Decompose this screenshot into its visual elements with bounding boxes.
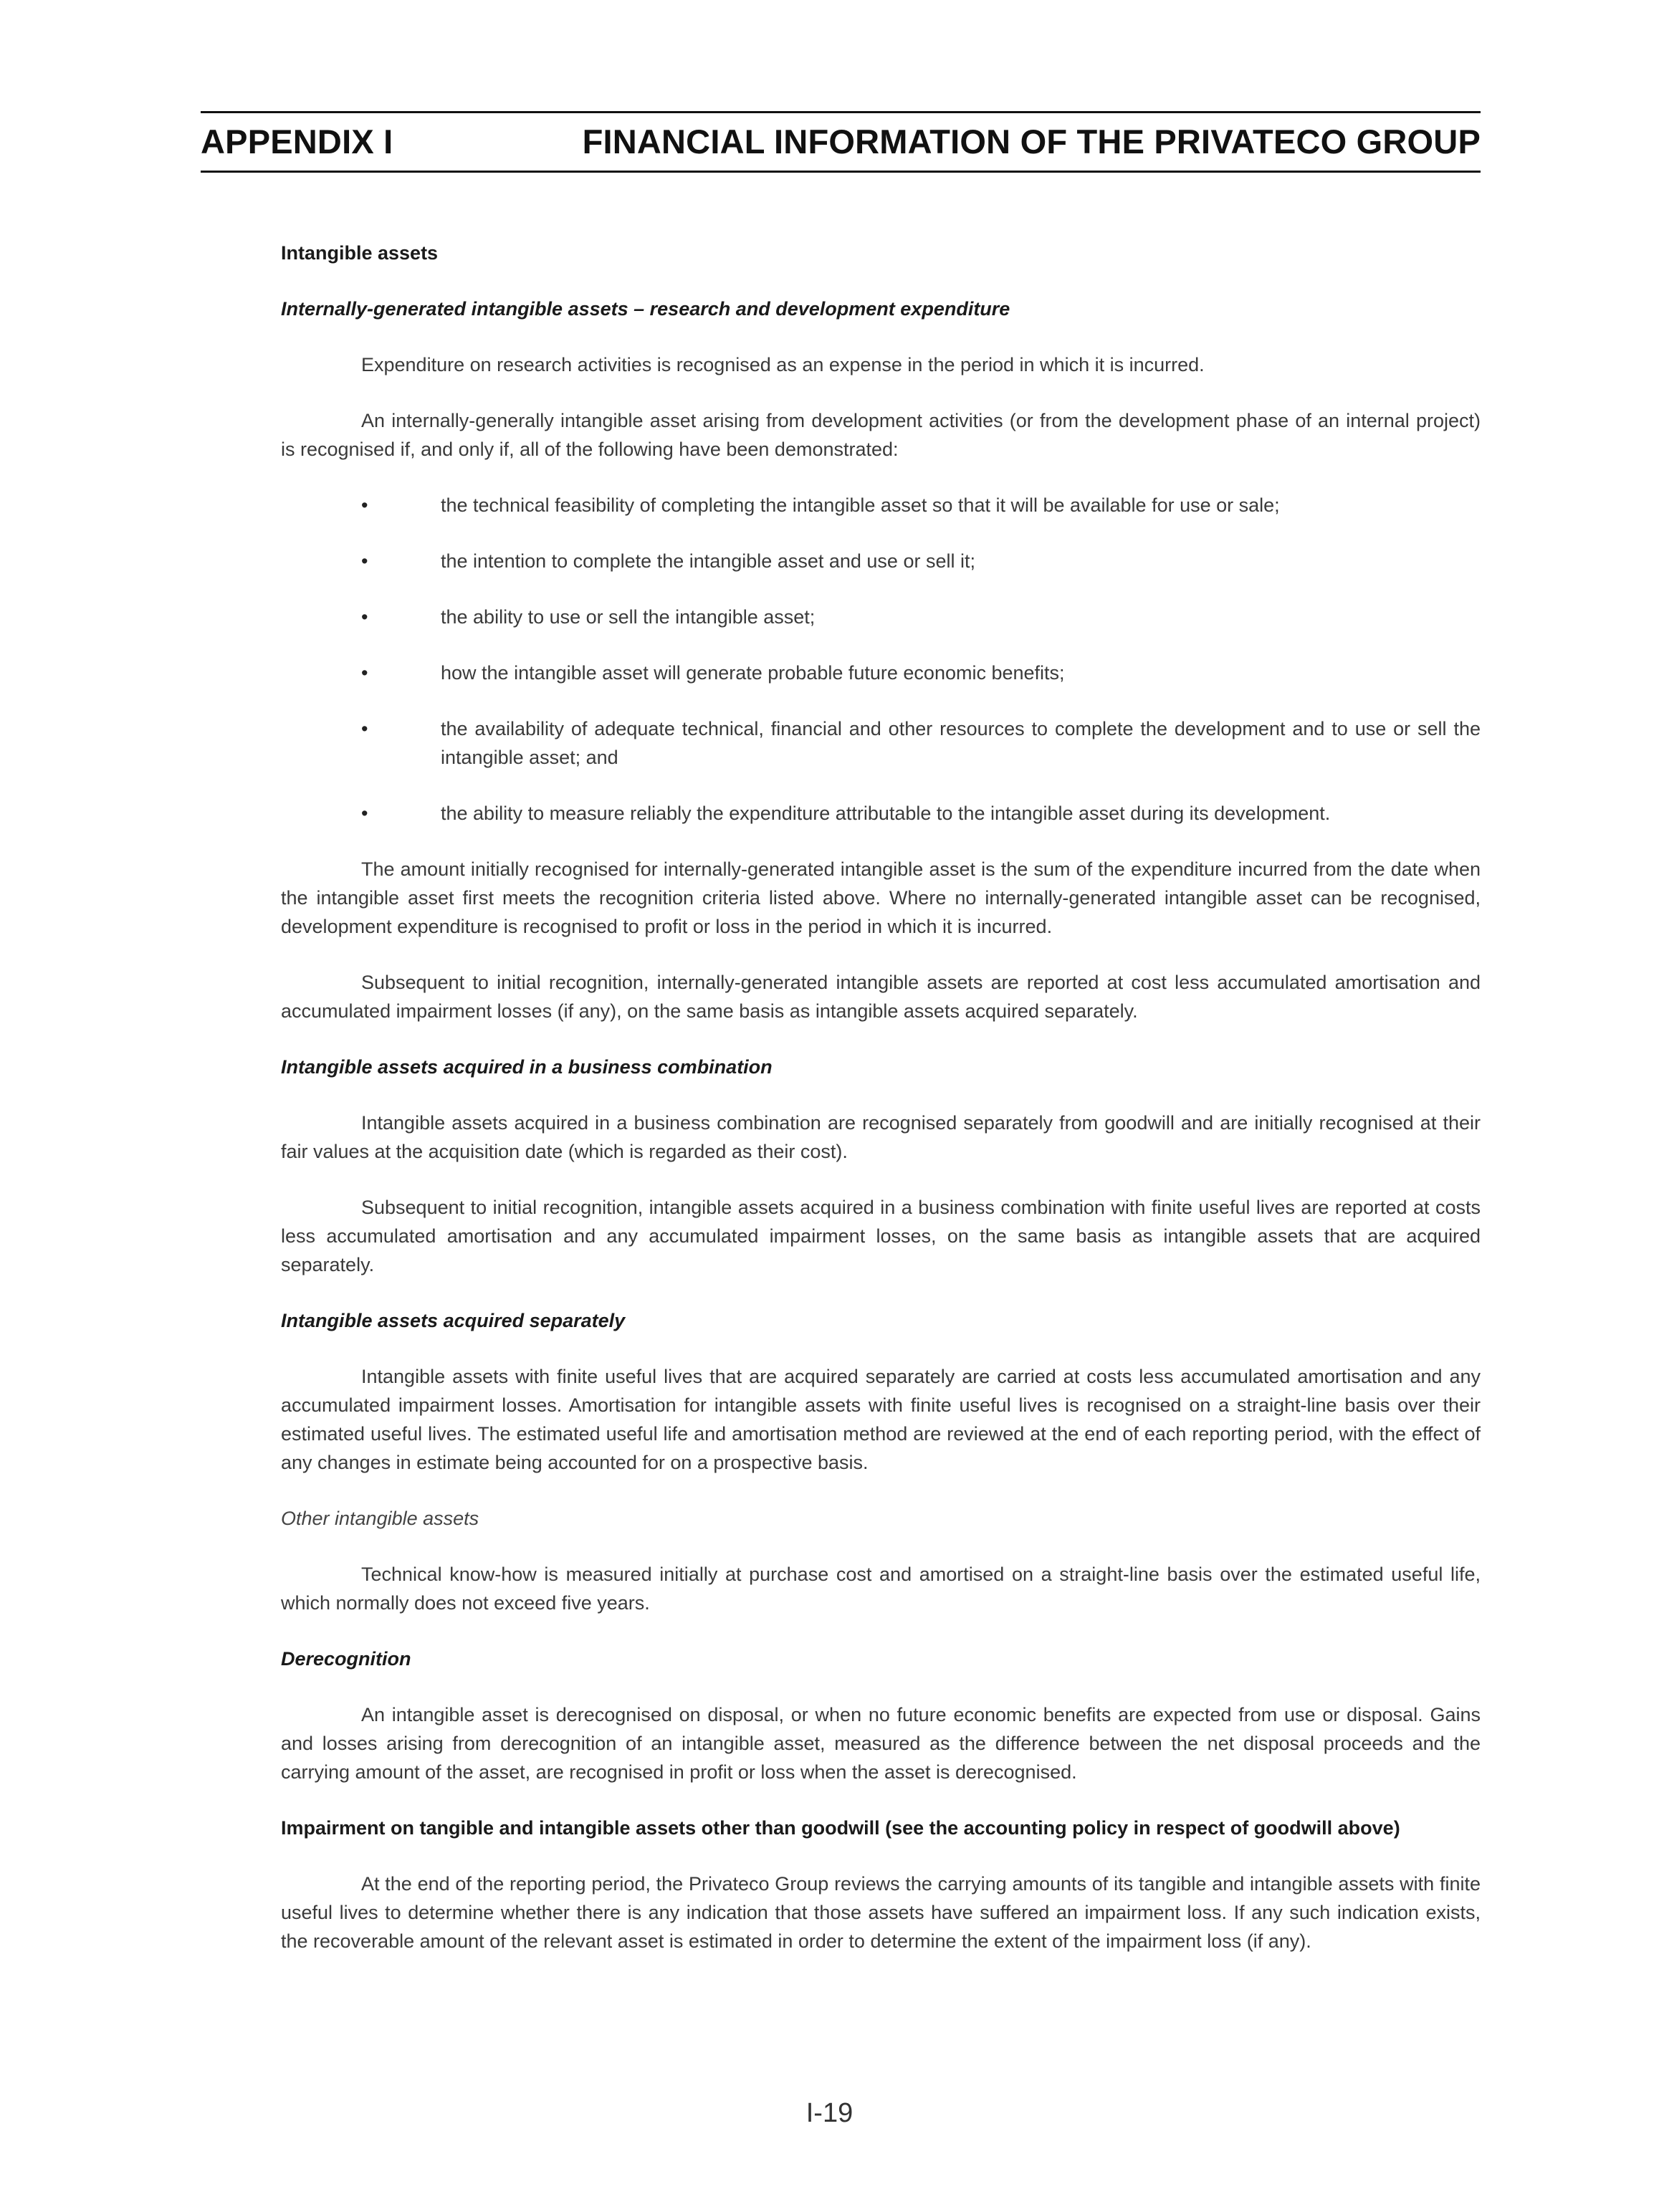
bullet-icon: •: [361, 662, 368, 684]
list-item-text: how the intangible asset will generate probable future economic benefits;: [441, 662, 1065, 684]
paragraph-initial-amount: The amount initially recognised for internally-generated intangible asset is the sum of the expenditure incurred from the date when the intangible asset first meets the recognition criteria listed above. Where no internally-generated intangible asset can be recognised, development expenditure is recognised to profit or loss in the period in which it is incurred.: [281, 858, 1481, 937]
list-item-text: the ability to measure reliably the expenditure attributable to the intangible asset during its development.: [441, 803, 1331, 824]
paragraph-research-expenditure: Expenditure on research activities is recognised as an expense in the period in which it is incurred.: [361, 354, 1205, 375]
page-number: I-19: [805, 2098, 854, 2128]
paragraph-business-combination: Intangible assets acquired in a business combination are recognised separately from goodwill and are initially recognised at their fair values at the acquisition date (which is regarded as their cost).: [281, 1112, 1481, 1162]
list-item: [281, 491, 1481, 520]
list-item-text: the ability to use or sell the intangible asset;: [441, 606, 816, 628]
list-item-text: the technical feasibility of completing the intangible asset so that it will be available for use or sale;: [441, 494, 1280, 516]
bullet-icon: •: [361, 803, 368, 824]
list-item: [281, 547, 1481, 575]
paragraph-business-combination-subsequent: Subsequent to initial recognition, intangible assets acquired in a business combination with finite useful lives are reported at costs less accumulated amortisation and any accumulated impairment losses, on the same basis as intangible assets that are acquired separately.: [281, 1197, 1481, 1275]
paragraph-technical-know-how: Technical know-how is measured initially at purchase cost and amortised on a straight-line basis over the estimated useful life, which normally does not exceed five years.: [281, 1564, 1481, 1614]
heading-derecognition: Derecognition: [281, 1648, 411, 1670]
bullet-icon: •: [361, 606, 368, 628]
paragraph-derecognition: An intangible asset is derecognised on disposal, or when no future economic benefits are expected from use or disposal. Gains and losses arising from derecognition of an intangible asset, measured as the difference between the net disposal proceeds and the carrying amount of the asset, are recognised in profit or loss when the asset is derecognised.: [281, 1704, 1481, 1783]
heading-intangible-assets: Intangible assets: [281, 242, 439, 264]
list-item-text: the intention to complete the intangible asset and use or sell it;: [441, 550, 975, 572]
list-item: [281, 659, 1481, 687]
paragraph-development-criteria: An internally-generally intangible asset arising from development activities (or from the development phase of an internal project) is recognised if, and only if, all of the following have been demonstrated:: [281, 410, 1481, 460]
paragraph-subsequent-recognition: Subsequent to initial recognition, internally-generated intangible assets are reported at cost less accumulated amortisation and accumulated impairment losses (if any), on the same basis as intangible assets acquired separately.: [281, 972, 1481, 1022]
appendix-label: APPENDIX I: [201, 123, 393, 161]
document-body: [281, 239, 1481, 1983]
paragraph-impairment: At the end of the reporting period, the Privateco Group reviews the carrying amounts of its tangible and intangible assets with finite useful lives to determine whether there is any indication that those assets have suffered an impairment loss. If any such indication exists, the recoverable amount of the relevant asset is estimated in order to determine the extent of the impairment loss (if any).: [281, 1873, 1481, 1952]
paragraph-acquired-separately: Intangible assets with finite useful lives that are acquired separately are carried at costs less accumulated amortisation and any accumulated impairment losses. Amortisation for intangible assets with finite useful lives is recognised on a straight-line basis over their estimated useful lives. The estimated useful life and amortisation method are reviewed at the end of each reporting period, with the effect of any changes in estimate being accounted for on a prospective basis.: [281, 1366, 1481, 1473]
list-item: [281, 714, 1481, 772]
bullet-icon: •: [361, 550, 368, 572]
heading-other-intangible: Other intangible assets: [281, 1508, 479, 1529]
heading-impairment: Impairment on tangible and intangible assets other than goodwill (see the accounting policy in respect of goodwill above): [281, 1817, 1400, 1839]
heading-internally-generated: Internally-generated intangible assets – research and development expenditure: [281, 298, 1010, 320]
list-item-text: the availability of adequate technical, financial and other resources to complete the development and to use or sell the intangible asset; and: [441, 718, 1481, 768]
header-title: FINANCIAL INFORMATION OF THE PRIVATECO GROUP: [582, 123, 1481, 161]
heading-acquired-separately: Intangible assets acquired separately: [281, 1310, 626, 1331]
list-item: [281, 603, 1481, 631]
heading-business-combination: Intangible assets acquired in a business combination: [281, 1056, 773, 1078]
bullet-icon: •: [361, 718, 368, 739]
criteria-list: [281, 491, 1481, 828]
list-item: [281, 799, 1481, 828]
page-header: [201, 111, 1481, 173]
bullet-icon: •: [361, 494, 368, 516]
